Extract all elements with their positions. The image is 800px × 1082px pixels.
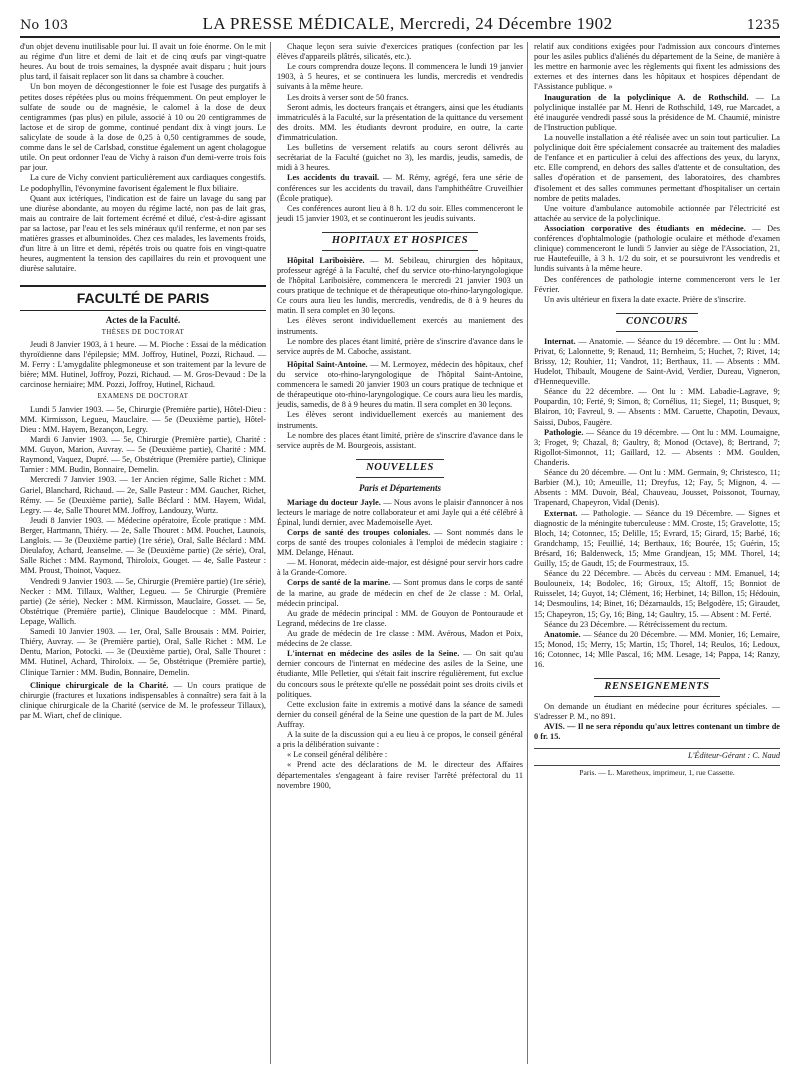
paragraph: Chaque leçon sera suivie d'exercices pratiques (confection par les élèves d'appareils plâtrés, silicatés, etc.). bbox=[277, 42, 523, 62]
paragraph: Les bulletins de versement relatifs au cours seront délivrés au secrétariat de la Faculté (guichet no 3), les mardis, jeudis, samedis, de midi à 3 heures. bbox=[277, 143, 523, 173]
subsection-title: Actes de la Faculté. bbox=[105, 314, 181, 325]
paragraph: Ces conférences auront lieu à 8 h. 1/2 du soir. Elles commenceront le jeudi 15 janvier 1903, et se continueront les jeudis suivants. bbox=[277, 203, 523, 223]
paragraph: Un avis ultérieur en fixera la date exacte. Prière de s'inscrire. bbox=[544, 294, 746, 304]
paragraph bbox=[277, 528, 523, 558]
section-heading-renseignements bbox=[534, 678, 780, 697]
heading-examens: EXAMENS DE DOCTORAT bbox=[97, 393, 189, 401]
lead-text: — Un cours pratique de chirurgie (fractures et luxations indispensables à connaître) sera fait à la clinique chirurgicale de la Charité (service de M. le professeur Tillaux), par M. Wiart, chef de clinique. bbox=[20, 680, 266, 720]
paragraph: Séance du 23 Décembre. — Rétrécissement du rectum. bbox=[544, 619, 728, 629]
lead-title: Pathologie. bbox=[544, 427, 584, 437]
paragraph: Séance du 20 décembre. — Ont lu : MM. Germain, 9; Christesco, 11; Barbier (M.), 10; Ameuille, 11; Dreyfus, 12; Fay, 5; Mignon, 4. — Absents : MM. Duvoir, Béal, Chauveau, Jousset, Poissonot, Tournay, Trapenard, Chapeyron, Vidal (Denis). bbox=[534, 468, 780, 508]
lead-text: — Pathologie. — Séance du 19 Décembre. — Signes et diagnostic de la méningite tuberculeuse : MM. Croste, 15; Gravelotte, 15; Bloch, 14; Cotonnec, 15; Delille, 15; Evrard, 15; Girard, 15; Barbé, 16; Grandchamp, 15; Feuillié, 14; Berthaux, 16; Bourée, 15; Guérin, 15; Brésard, 16; Baldenweck, 15; Mme Grandjean, 15; MM. Thorel, 14; Guilly, 15; de Gaudt, 15; de Fourmestraux, 15. bbox=[534, 508, 780, 569]
paragraph: Les élèves seront individuellement exercés au maniement des instruments. bbox=[277, 410, 523, 430]
publication-title: LA PRESSE MÉDICALE, Mercredi, 24 Décembre 1902 bbox=[202, 14, 613, 33]
paragraph: Séance du 22 Décembre. — Abcès du cerveau : MM. Emanuel, 14; Boulouneix, 14; Bodolec, 16; Giroux, 15; Altoff, 15; Bonniot de Ruisselet, 14; Guyot, 14; Clément, 16; Herbinet, 14; Billon, 15; Hédouin, 14; Desmoulins, 14; Binet, 16; Dézarnaulds, 15; Belgodère, 15; Giraudet, 15; Chapeyron, 15; Gy, 16; Bing, 14; Gaultry, 15. — Absent : M. Ferté. bbox=[534, 569, 780, 619]
subsection-title: Paris et Départements bbox=[359, 482, 441, 493]
paragraph: Les droits à verser sont de 50 francs. bbox=[287, 92, 409, 102]
paragraph: On demande un étudiant en médecine pour écritures spéciales. — S'adresser P. M., no 891. bbox=[534, 702, 780, 722]
lead-text: — Des conférences d'ophtalmologie (pathologie oculaire et méthode d'examen clinique) commenceront le lundi 5 Janvier au siège de l'Association, 21, rue Hautefeuille, à 3 h. 1/2 du soir, et se poursuivront les vendredis et lundis suivants à la même heure. bbox=[534, 223, 781, 274]
section-heading-text: HOPITAUX ET HOSPICES bbox=[322, 232, 478, 251]
paragraph bbox=[20, 681, 266, 721]
paragraph: Le cours comprendra douze leçons. Il commencera le lundi 19 janvier 1903, à 5 heures, et se continuera les lundis, mercredis et vendredis suivants à la même heure. bbox=[277, 62, 523, 92]
lead-text: — Anatomie. — Séance du 19 décembre. — Ont lu : MM. Privat, 6; Lalonnette, 9; Renaud, 11; Bernheim, 5; Huchet, 7; Rivet, 14; Brissy, 12; Rouhier, 11; Vandrot, 11; Berthaux, 11. — Absents : MM. Hudelot, Thibault, Mougene de Saint-Avid, Verdier, Dureau, Vigneron, d'Hennequeville. bbox=[534, 336, 780, 387]
paragraph: AVIS. — Il ne sera répondu qu'aux lettres contenant un timbre de 0 fr. 15. bbox=[534, 722, 780, 742]
heading-theses: THÈSES DE DOCTORAT bbox=[101, 328, 185, 336]
column-2 bbox=[277, 42, 523, 791]
lead-title: Mariage du docteur Jayle. bbox=[287, 497, 381, 507]
paragraph bbox=[534, 93, 780, 133]
lead-text: — M. Rémy, agrégé, fera une série de conférences sur les accidents du travail, dans l'amphithéâtre Cruveilhier (École pratique). bbox=[277, 173, 523, 203]
paragraph: Mardi 6 Janvier 1903. — 5e, Chirurgie (Première partie), Charité : MM. Guyon, Marion, Auvray. — 5e (Deuxième partie), Charité : MM. Raymond, Vaquez, Dupré. — 5e, Obstétrique (Première partie), Clinique Tarnier : MM. Budin, Bonnaire, Demelin. bbox=[20, 435, 266, 475]
paragraph: « Prend acte des déclarations de M. le directeur des Affaires départementales s'engageant à faire reviser l'arrêté préfectoral du 11 novembre 1900, bbox=[277, 760, 523, 790]
paragraph: Les élèves seront individuellement exercés au maniement des instruments. bbox=[277, 316, 523, 336]
paragraph: « Le conseil général délibère : bbox=[287, 750, 388, 760]
lead-title: Clinique chirurgicale de la Charité. bbox=[30, 680, 169, 690]
paragraph: Des conférences de pathologie interne commenceront vers le 1er Février. bbox=[534, 274, 780, 294]
paragraph bbox=[534, 428, 780, 468]
paragraph bbox=[534, 337, 780, 388]
paragraph: Samedi 10 Janvier 1903. — 1er, Oral, Salle Brousais : MM. Poirier, Thiéry, Auvray. — 3e (Première partie), Oral, Salle Richet : MM. Le Dentu, Marion, Potocki. — 3e (Deuxième partie), Oral, Salle Thouret : MM. Hutinel, Achard, Thiroloix. — 5e, Obstétrique (Première partie), Clinique Tarnier : MM. Budin, Bonnaire, Demelin. bbox=[20, 627, 266, 677]
paragraph: La cure de Vichy convient particulièrement aux cardiaques congestifs. Le podophyllin, l'évonymine favorisent également le flux biliaire. bbox=[20, 173, 266, 193]
paragraph: Cette exclusion faite in extremis a motivé dans la séance de samedi dernier du conseil général de la Seine une question de la part de M. Jules Auffray. bbox=[277, 699, 523, 730]
section-heading-nouvelles bbox=[277, 459, 523, 478]
lead-text: — Sont nommés dans le corps de santé des troupes coloniales à l'emploi de médecin stagiaire : MM. Delange, Hénaut. bbox=[277, 527, 524, 558]
section-heading-text: RENSEIGNEMENTS bbox=[594, 678, 719, 697]
paragraph bbox=[277, 173, 523, 203]
section-title-faculte: FACULTÉ DE PARIS bbox=[20, 285, 266, 311]
lead-title: Les accidents du travail. bbox=[287, 173, 380, 183]
page-header bbox=[20, 14, 780, 38]
section-heading-text: NOUVELLES bbox=[356, 459, 444, 478]
column-divider bbox=[527, 42, 528, 1064]
paragraph: relatif aux conditions exigées pour l'admission aux concours d'internes pour les asiles publics d'aliénés du département de la Seine, de manière à les mettre en harmonie avec les règlements qui fixent les admissions des externes et des internes dans les hôpitaux et hospices dépendant de l'Assistance publique. » bbox=[534, 42, 780, 92]
paragraph: Vendredi 9 Janvier 1903. — 5e, Chirurgie (Première partie) (1re série), Necker : MM. Tillaux, Walther, Legueu. — 5e Chirurgie (Première partie) (2e série), Necker : MM. Kirmisson, Mauclaire, Gosset. — 5e, Obstétrique (Première partie), Clinique Baudelocque : MM. Pinard, Lepage, Wallich. bbox=[20, 576, 266, 626]
column-divider bbox=[270, 42, 271, 1064]
paragraph bbox=[277, 649, 523, 700]
paragraph: Au grade de médecin principal : MM. de Gouyon de Pontouraude et Legrand, médecins de 1re classe. bbox=[277, 608, 523, 628]
lead-text: — Séance du 20 Décembre. — MM. Monier, 16; Lemaire, 15; Monod, 15; Merry, 15; Martin, 15; Thorel, 14; Reulos, 16; Ledoux, 16; Cotonnec, 14; Mlle Pascal, 16; MM. Lesage, 14; Pappa, 14; Ranzy, 16. bbox=[534, 629, 780, 670]
lead-title: Corps de santé de la marine. bbox=[287, 578, 391, 588]
paragraph bbox=[534, 224, 780, 275]
lead-title: Hôpital Saint-Antoine. bbox=[287, 359, 368, 369]
editor-signature: L'Éditeur-Gérant : C. Naud bbox=[534, 748, 780, 761]
paragraph bbox=[277, 360, 523, 411]
lead-text: — La polyclinique installée par M. Henri de Rothschild, 149, rue Marcadet, a été inaugurée vendredi passé sous la présidence de M. Chaumié, ministre de l'Instruction publique. bbox=[534, 92, 780, 132]
page-number: 1235 bbox=[746, 18, 780, 33]
column-1 bbox=[20, 42, 266, 721]
printer-line: Paris. — L. Maretheux, imprimeur, 1, rue Cassette. bbox=[534, 765, 780, 777]
paragraph bbox=[277, 256, 523, 317]
paragraph: Au grade de médecin de 1re classe : MM. Avérous, Madon et Poix, médecins de 2e classe. bbox=[277, 629, 523, 649]
paragraph: La nouvelle installation a été réalisée avec un soin tout particulier. La polyclinique doit être spécialement consacrée au traitement des maladies de l'enfance et en particulier à celui des affections des yeux, du larynx, etc. Elle comprend, en dehors des salles d'attente et de consultation, des salles d'opération et de pansement, des laboratoires, des chambres d'isolement et des salles communes permettant d'hospitaliser un certain nombre de petits malades. bbox=[534, 132, 780, 203]
lead-title: L'internat en médecine des asiles de la Seine. bbox=[287, 649, 460, 659]
paragraph: Lundi 5 Janvier 1903. — 5e, Chirurgie (Première partie), Hôtel-Dieu : MM. Kirmisson, Legueu, Mauclaire. — 5e (Deuxième partie), Hôtel-Dieu : MM. Hayem, Bezançon, Legry. bbox=[20, 404, 266, 434]
paragraph: A la suite de la discussion qui a eu lieu à ce propos, le conseil général a pris la délibération suivante : bbox=[277, 730, 523, 750]
lead-title: Externat. bbox=[544, 508, 578, 518]
paragraph bbox=[277, 498, 523, 528]
lead-title: Inauguration de la polyclinique A. de Rothschild. bbox=[544, 92, 749, 102]
paragraph: d'un objet devenu inutilisable pour lui. Il avait un foie énorme. On le mit au régime d'un litre et demi de lait et de cinq œufs par vingt-quatre heures. Au bout de trois semaines, la dyspnée avait disparu ; huit jours plus tard, il faisait replacer son lit dans sa chambre à coucher. bbox=[20, 42, 266, 82]
lead-title: Hôpital Lariboisière. bbox=[287, 255, 365, 265]
lead-title: Corps de santé des troupes coloniales. bbox=[287, 527, 431, 537]
column-3 bbox=[534, 42, 780, 777]
paragraph: Jeudi 8 Janvier 1903, à 1 heure. — M. Pioche : Essai de la médication thyroïdienne dans l'épilepsie; MM. Joffroy, Hutinel, Pozzi, Richaud. — M. Ferry : L'amygdalite phlegmoneuse et son traitement par la levure de bière; MM. Hutinel, Joffroy, Pozzi, Richaud. — M. Gros-Devaud : De la carcinose herniaire; MM. Pozzi, Joffroy, Hutinel, Richaud. bbox=[20, 339, 266, 390]
issue-number: No 103 bbox=[20, 18, 69, 33]
lead-text: — M. Lermoyez, médecin des hôpitaux, chef du service oto-rhino-laryngologique de l'hôpital Saint-Antoine, commencera le samedi 20 janvier 1903 un cours pratique de technique et de thérapeutique oto-rhino-laryngologique. Ce cours aura lieu les mardis, jeudis, samedis, de 8 à 9 heures du matin. Il sera complet en 30 leçons. bbox=[277, 359, 523, 410]
lead-title: Anatomie. bbox=[544, 629, 581, 639]
lead-text: — M. Sebileau, chirurgien des hôpitaux, professeur agrégé à la Faculté, chef du service oto-rhino-laryngologique de l'hôpital Lariboisière, commencera le mercredi 21 janvier 1903 un cours pratique de technique et de thérapeutique oto-rhino-laryngologique. Ce cours aura lieu les lundis, mercredis, vendredis, de 8 à 9 heures du matin. Il sera complet en 30 leçons. bbox=[277, 255, 524, 316]
paragraph: Séance du 22 décembre. — Ont lu : MM. Labadie-Lagrave, 9; Poupardin, 10; Ferté, 9; Simon, 8; Cornélius, 11; Siegel, 11; Busquet, 9; Blairon, 10; Favreul, 9. — Absents : MM. Caruette, Chapotin, Devaux, Saissi, Dubos, Faugère. bbox=[534, 387, 780, 427]
paragraph bbox=[277, 578, 523, 608]
paragraph: Mercredi 7 Janvier 1903. — 1er Ancien régime, Salle Richet : MM. Gariel, Blanchard, Richaud. — 2e, Salle Pasteur : MM. Gaucher, Richet, Rémy. — 5e (Deuxième partie), Salle Béclard : MM. Hayem, Widal, Legry. — 4e, Salle Thouret MM. Joffroy, Landouzy, Wurtz. bbox=[20, 475, 266, 515]
paragraph: Un bon moyen de décongestionner le foie est l'usage des purgatifs à petites doses répétées plus ou moins fréquemment. On peut employer le sulfate de soude ou de magnésie, le calomel à la dose de deux centigrammes (pas plus) en pilule, associé à 10 ou 20 centigrammes de lactose et de sirop de gomme, continué pendant dix à vingt jours. Le salicylate de soude à la dose de 0,25 à 0,50 centigrammes de soude, comme dans le sel de Carlsbad, constitue également un agent cholagogue utile. On peut ordonner l'eau de Vichy à raison d'un demi-verre trois fois par jour. bbox=[20, 82, 266, 173]
paragraph: Une voiture d'ambulance automobile actionnée par l'électricité est attachée au service de la polyclinique. bbox=[534, 203, 780, 223]
lead-text: — Séance du 19 décembre. — Ont lu : MM. Loumaigne, 3; Froget, 9; Chazal, 8; Gaultry, 8; Monod (Octave), 8; Bertrand, 7; Rigollot-Simonnot, 11; Gaillard, 12. — Absents : MM. Goulden, Chanderis. bbox=[534, 427, 780, 467]
paragraph bbox=[534, 509, 780, 570]
paragraph: Quant aux ictériques, l'indication est de faire un lavage du sang par une diurèse abondante, au moyen du régime lacté, non pas de lait gras, mais au contraire de lait fortement écrémé et dilué, c'est-à-dire agissant par sa lactose, par l'eau et les sels minéraux qu'il renferme, et non par ses matières grasses et albuminoïdes. Chez ces malades, les lavements froids, d'un litre à un litre et demi, répétés trois ou quatre fois en vingt-quatre heures, augmentent la tension des capillaires du rein et provoquent une diurèse salutaire. bbox=[20, 193, 266, 274]
paragraph: Le nombre des places étant limité, prière de s'inscrire d'avance dans le service auprès de M. Caboche, assistant. bbox=[277, 336, 523, 356]
paragraph: Jeudi 8 Janvier 1903. — Médecine opératoire, École pratique : MM. Berger, Hartmann, Thiéry. — 2e, Salle Thouret : MM. Pouchet, Launois, Langlois. — 3e (Deuxième partie) (1re série), Oral, Salle Béclard : MM. Dieulafoy, Achard, Jeanselme. — 3e (Deuxième partie) (2e série), Oral, Salle Richet : MM. Raymond, Thiroloix, Gouget. — 4e, Salle Pasteur : MM. Proust, Thoinot, Vaquez. bbox=[20, 515, 266, 576]
lead-title: Internat. bbox=[544, 336, 576, 346]
paragraph: Seront admis, les docteurs français et étrangers, ainsi que les étudiants immatriculés à la Faculté, sur la présentation de la quittance du versement des droits. MM. les étudiants devront produire, en outre, la carte d'immatriculation. bbox=[277, 102, 523, 142]
lead-text: — On sait qu'au dernier concours de l'internat en médecine des asiles de la Seine, une étudiante, Mlle Pelletier, qui s'était fait inscrire régulièrement, fut exclue du concours sous le prétexte qu'elle ne possédait point ses droits civils et politiques. bbox=[277, 649, 523, 699]
section-heading-text: CONCOURS bbox=[616, 313, 698, 332]
paragraph: — M. Honorat, médecin aide-major, est désigné pour servir hors cadre à la Grande-Comore. bbox=[277, 558, 523, 578]
section-heading-concours bbox=[534, 313, 780, 332]
paragraph bbox=[534, 630, 780, 670]
paragraph: Le nombre des places étant limité, prière de s'inscrire d'avance dans le service auprès de M. Bourgeois, assistant. bbox=[277, 430, 523, 450]
section-heading-hopitaux bbox=[277, 232, 523, 251]
lead-text: — Nous avons le plaisir d'annoncer à nos lecteurs le mariage de notre collaborateur et ami Jayle qui a été célébré à Épinal, lundi dernier, avec Mademoiselle Ayet. bbox=[277, 497, 523, 527]
lead-text: — Sont promus dans le corps de santé de la marine, au grade de médecin en chef de 2e classe : M. Orlal, médecin principal. bbox=[277, 578, 523, 608]
lead-title: Association corporative des étudiants en médecine. bbox=[544, 223, 746, 233]
